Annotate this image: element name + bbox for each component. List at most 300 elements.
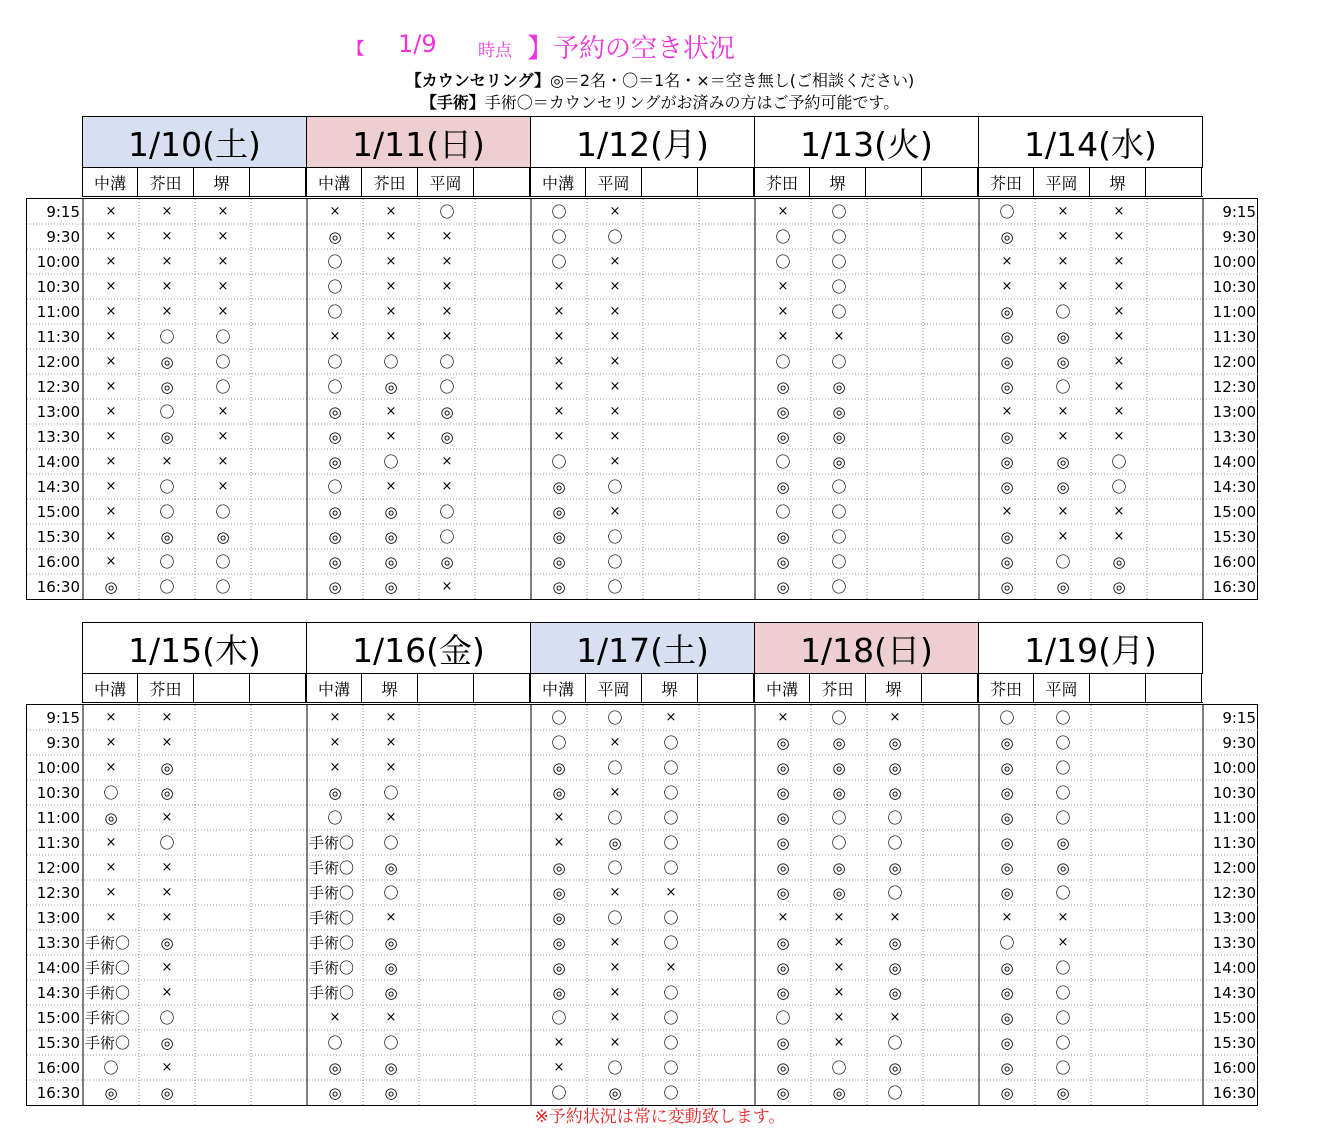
staff-name: 平岡 bbox=[418, 168, 474, 196]
availability-cell: ◎ bbox=[328, 1058, 342, 1077]
availability-cell: ◎ bbox=[1112, 552, 1126, 571]
availability-cell: 〇 bbox=[159, 1009, 175, 1027]
availability-cell: 〇 bbox=[215, 578, 231, 596]
availability-cell: × bbox=[777, 910, 789, 925]
availability-cell: ◎ bbox=[832, 452, 846, 471]
availability-cell: 〇 bbox=[663, 909, 679, 927]
availability-cell: ◎ bbox=[160, 377, 174, 396]
availability-cell: × bbox=[105, 504, 117, 519]
availability-cell: × bbox=[609, 379, 621, 394]
availability-cell: × bbox=[161, 1060, 173, 1075]
availability-cell: ◎ bbox=[1000, 883, 1014, 902]
availability-cell: × bbox=[1057, 504, 1069, 519]
availability-cell: × bbox=[777, 204, 789, 219]
title-open-bracket: 【 bbox=[348, 39, 365, 58]
staff-name bbox=[418, 674, 474, 702]
availability-cell: × bbox=[105, 860, 117, 875]
staff-name: 堺 bbox=[810, 168, 866, 196]
time-label-right: 13:30 bbox=[1212, 427, 1256, 446]
availability-cell: × bbox=[609, 354, 621, 369]
availability-cell: 〇 bbox=[607, 478, 623, 496]
time-label: 13:00 bbox=[36, 402, 80, 421]
staff-name bbox=[642, 168, 698, 196]
availability-cell: × bbox=[105, 885, 117, 900]
availability-cell: × bbox=[329, 735, 341, 750]
time-label: 10:00 bbox=[36, 252, 80, 271]
availability-cell: × bbox=[217, 279, 229, 294]
availability-cell: ◎ bbox=[832, 883, 846, 902]
staff-name: 中溝 bbox=[306, 168, 362, 196]
availability-cell: × bbox=[1057, 404, 1069, 419]
availability-cell: 〇 bbox=[215, 328, 231, 346]
availability-cell: ◎ bbox=[1000, 302, 1014, 321]
availability-cell: ◎ bbox=[776, 883, 790, 902]
time-label: 15:30 bbox=[36, 1033, 80, 1052]
availability-cell: ◎ bbox=[384, 552, 398, 571]
availability-cell: ◎ bbox=[384, 1058, 398, 1077]
staff-name bbox=[922, 168, 978, 196]
availability-cell: 〇 bbox=[1055, 984, 1071, 1002]
day-header: 1/10(土) bbox=[82, 116, 307, 168]
availability-cell: ◎ bbox=[1000, 227, 1014, 246]
availability-cell: × bbox=[161, 454, 173, 469]
availability-cell: ◎ bbox=[552, 477, 566, 496]
availability-cell: × bbox=[1057, 910, 1069, 925]
schedule-week-1 bbox=[26, 116, 1260, 600]
time-label: 9:30 bbox=[46, 733, 80, 752]
availability-cell: ◎ bbox=[832, 858, 846, 877]
availability-cell: ◎ bbox=[1000, 377, 1014, 396]
day-header: 1/15(木) bbox=[82, 622, 307, 674]
availability-cell: ◎ bbox=[328, 427, 342, 446]
time-label-right: 16:00 bbox=[1212, 552, 1256, 571]
availability-cell: ◎ bbox=[776, 1083, 790, 1102]
availability-cell: ◎ bbox=[1000, 783, 1014, 802]
availability-cell: × bbox=[105, 710, 117, 725]
availability-cell: × bbox=[441, 229, 453, 244]
time-label-right: 13:00 bbox=[1212, 908, 1256, 927]
day-header: 1/19(月) bbox=[978, 622, 1203, 674]
time-grid bbox=[26, 704, 1258, 1106]
availability-cell: 〇 bbox=[103, 1059, 119, 1077]
staff-name: 芥田 bbox=[810, 674, 866, 702]
availability-cell: 〇 bbox=[1055, 1059, 1071, 1077]
availability-cell: 手術〇 bbox=[309, 984, 355, 1002]
availability-cell: ◎ bbox=[1000, 808, 1014, 827]
availability-cell: × bbox=[329, 329, 341, 344]
availability-cell: 〇 bbox=[775, 1009, 791, 1027]
availability-cell: ◎ bbox=[1000, 1033, 1014, 1052]
availability-cell: × bbox=[777, 279, 789, 294]
availability-cell: 〇 bbox=[887, 1084, 903, 1102]
availability-cell: × bbox=[105, 760, 117, 775]
legend-counseling-head: 【カウンセリング】 bbox=[405, 71, 550, 90]
availability-cell: × bbox=[161, 304, 173, 319]
availability-cell: 〇 bbox=[663, 1059, 679, 1077]
availability-cell: × bbox=[609, 454, 621, 469]
availability-cell: ◎ bbox=[776, 808, 790, 827]
staff-name: 堺 bbox=[866, 674, 922, 702]
availability-cell: × bbox=[609, 1010, 621, 1025]
page-title bbox=[0, 28, 1320, 64]
time-label-right: 14:00 bbox=[1212, 452, 1256, 471]
availability-cell: ◎ bbox=[1000, 477, 1014, 496]
availability-cell: 〇 bbox=[1055, 709, 1071, 727]
availability-cell: ◎ bbox=[552, 552, 566, 571]
availability-cell: ◎ bbox=[328, 502, 342, 521]
availability-cell: × bbox=[441, 254, 453, 269]
availability-cell: ◎ bbox=[776, 552, 790, 571]
availability-cell: ◎ bbox=[328, 783, 342, 802]
availability-cell: ◎ bbox=[1000, 983, 1014, 1002]
legend-surgery-head: 【手術】 bbox=[420, 93, 485, 112]
availability-cell: ◎ bbox=[328, 1083, 342, 1102]
availability-cell: × bbox=[833, 1035, 845, 1050]
availability-cell: 〇 bbox=[663, 934, 679, 952]
schedule-week-2 bbox=[26, 622, 1260, 1106]
availability-cell: ◎ bbox=[104, 577, 118, 596]
availability-cell: ◎ bbox=[1000, 427, 1014, 446]
availability-cell: ◎ bbox=[1000, 452, 1014, 471]
availability-cell: × bbox=[1113, 304, 1125, 319]
availability-cell: ◎ bbox=[776, 377, 790, 396]
availability-cell: 手術〇 bbox=[85, 1009, 131, 1027]
availability-cell: 〇 bbox=[1055, 734, 1071, 752]
time-label-right: 9:15 bbox=[1222, 202, 1256, 221]
availability-cell: 〇 bbox=[775, 253, 791, 271]
staff-name: 平岡 bbox=[1034, 674, 1090, 702]
availability-cell: ◎ bbox=[552, 958, 566, 977]
availability-cell: 〇 bbox=[159, 503, 175, 521]
availability-cell: × bbox=[105, 479, 117, 494]
availability-cell: × bbox=[385, 204, 397, 219]
availability-cell: × bbox=[161, 910, 173, 925]
availability-cell: × bbox=[1113, 429, 1125, 444]
availability-cell: × bbox=[385, 910, 397, 925]
availability-cell: ◎ bbox=[888, 783, 902, 802]
availability-cell: ◎ bbox=[1056, 327, 1070, 346]
availability-cell: ◎ bbox=[384, 983, 398, 1002]
staff-name: 芥田 bbox=[362, 168, 418, 196]
availability-cell: × bbox=[1113, 404, 1125, 419]
availability-cell: × bbox=[1057, 529, 1069, 544]
availability-cell: 〇 bbox=[831, 228, 847, 246]
staff-name: 芥田 bbox=[978, 674, 1034, 702]
availability-cell: × bbox=[609, 254, 621, 269]
availability-cell: × bbox=[217, 404, 229, 419]
availability-cell: × bbox=[385, 429, 397, 444]
availability-cell: × bbox=[665, 960, 677, 975]
availability-cell: × bbox=[1001, 910, 1013, 925]
availability-cell: ◎ bbox=[160, 1033, 174, 1052]
availability-cell: × bbox=[777, 710, 789, 725]
time-label: 16:00 bbox=[36, 1058, 80, 1077]
availability-cell: ◎ bbox=[1056, 1083, 1070, 1102]
time-label: 12:30 bbox=[36, 377, 80, 396]
availability-cell: ◎ bbox=[1000, 758, 1014, 777]
time-label-right: 10:30 bbox=[1212, 783, 1256, 802]
staff-name bbox=[194, 674, 250, 702]
availability-cell: ◎ bbox=[1000, 577, 1014, 596]
availability-cell: × bbox=[1113, 329, 1125, 344]
time-label-right: 14:00 bbox=[1212, 958, 1256, 977]
availability-cell: 手術〇 bbox=[309, 934, 355, 952]
staff-name: 芥田 bbox=[138, 674, 194, 702]
staff-row bbox=[82, 168, 1203, 197]
availability-cell: ◎ bbox=[776, 858, 790, 877]
time-label: 13:00 bbox=[36, 908, 80, 927]
availability-cell: ◎ bbox=[832, 733, 846, 752]
availability-cell: × bbox=[609, 329, 621, 344]
availability-cell: 〇 bbox=[887, 1034, 903, 1052]
availability-cell: × bbox=[105, 279, 117, 294]
availability-cell: ◎ bbox=[104, 808, 118, 827]
availability-cell: × bbox=[161, 710, 173, 725]
availability-cell: × bbox=[553, 429, 565, 444]
staff-name: 芥田 bbox=[138, 168, 194, 196]
staff-name: 平岡 bbox=[1034, 168, 1090, 196]
staff-name bbox=[698, 168, 754, 196]
availability-cell: ◎ bbox=[776, 783, 790, 802]
availability-cell: × bbox=[889, 910, 901, 925]
availability-cell: × bbox=[609, 504, 621, 519]
availability-cell: 〇 bbox=[831, 834, 847, 852]
time-label: 15:00 bbox=[36, 502, 80, 521]
availability-cell: × bbox=[385, 710, 397, 725]
availability-cell: ◎ bbox=[776, 758, 790, 777]
availability-cell: × bbox=[441, 304, 453, 319]
staff-name: 平岡 bbox=[586, 168, 642, 196]
availability-cell: × bbox=[329, 1010, 341, 1025]
availability-cell: 手術〇 bbox=[85, 934, 131, 952]
staff-name bbox=[866, 168, 922, 196]
availability-cell: 〇 bbox=[607, 709, 623, 727]
day-header: 1/11(日) bbox=[306, 116, 531, 168]
availability-cell: × bbox=[105, 554, 117, 569]
availability-cell: × bbox=[441, 454, 453, 469]
availability-cell: ◎ bbox=[440, 402, 454, 421]
availability-cell: × bbox=[1113, 229, 1125, 244]
availability-cell: × bbox=[609, 985, 621, 1000]
availability-cell: × bbox=[1057, 935, 1069, 950]
availability-cell: 〇 bbox=[1111, 478, 1127, 496]
availability-cell: ◎ bbox=[384, 858, 398, 877]
availability-cell: ◎ bbox=[440, 427, 454, 446]
availability-cell: × bbox=[385, 279, 397, 294]
staff-name: 中溝 bbox=[530, 168, 586, 196]
availability-cell: × bbox=[1057, 229, 1069, 244]
availability-cell: × bbox=[833, 910, 845, 925]
availability-cell: 〇 bbox=[831, 478, 847, 496]
staff-name: 堺 bbox=[642, 674, 698, 702]
availability-cell: ◎ bbox=[888, 933, 902, 952]
availability-cell: 〇 bbox=[1055, 809, 1071, 827]
time-label: 11:00 bbox=[36, 302, 80, 321]
availability-cell: ◎ bbox=[888, 858, 902, 877]
availability-cell: 〇 bbox=[383, 784, 399, 802]
availability-cell: × bbox=[777, 329, 789, 344]
staff-name: 中溝 bbox=[306, 674, 362, 702]
availability-cell: 〇 bbox=[551, 228, 567, 246]
availability-cell: 〇 bbox=[103, 784, 119, 802]
availability-cell: × bbox=[161, 279, 173, 294]
time-label-right: 9:30 bbox=[1222, 227, 1256, 246]
availability-cell: × bbox=[1113, 279, 1125, 294]
availability-cell: ◎ bbox=[1000, 1058, 1014, 1077]
availability-cell: × bbox=[609, 960, 621, 975]
availability-cell: ◎ bbox=[888, 958, 902, 977]
availability-cell: × bbox=[161, 810, 173, 825]
availability-cell: × bbox=[105, 254, 117, 269]
availability-cell: 〇 bbox=[607, 759, 623, 777]
availability-cell: ◎ bbox=[552, 502, 566, 521]
staff-name bbox=[1146, 168, 1202, 196]
availability-cell: ◎ bbox=[216, 527, 230, 546]
availability-cell: × bbox=[161, 860, 173, 875]
time-label: 14:30 bbox=[36, 477, 80, 496]
staff-name: 中溝 bbox=[82, 168, 138, 196]
availability-cell: 〇 bbox=[607, 228, 623, 246]
availability-cell: 〇 bbox=[831, 253, 847, 271]
availability-cell: ◎ bbox=[1056, 452, 1070, 471]
staff-name: 中溝 bbox=[530, 674, 586, 702]
availability-cell: ◎ bbox=[776, 577, 790, 596]
legend-surgery-text: 手術〇＝カウンセリングがお済みの方はご予約可能です。 bbox=[484, 93, 900, 112]
availability-cell: × bbox=[161, 229, 173, 244]
availability-cell: × bbox=[609, 404, 621, 419]
availability-cell: ◎ bbox=[160, 933, 174, 952]
availability-cell: 〇 bbox=[383, 453, 399, 471]
availability-cell: ◎ bbox=[160, 1083, 174, 1102]
availability-cell: 〇 bbox=[551, 734, 567, 752]
availability-cell: 〇 bbox=[215, 503, 231, 521]
availability-cell: 〇 bbox=[159, 553, 175, 571]
availability-cell: 〇 bbox=[159, 478, 175, 496]
availability-cell: × bbox=[161, 885, 173, 900]
availability-cell: ◎ bbox=[552, 933, 566, 952]
availability-cell: 手術〇 bbox=[309, 884, 355, 902]
staff-name bbox=[250, 674, 306, 702]
availability-cell: × bbox=[217, 229, 229, 244]
availability-cell: 〇 bbox=[999, 934, 1015, 952]
time-label-right: 15:30 bbox=[1212, 1033, 1256, 1052]
availability-cell: ◎ bbox=[328, 552, 342, 571]
availability-cell: × bbox=[553, 329, 565, 344]
availability-cell: 〇 bbox=[887, 884, 903, 902]
availability-cell: × bbox=[385, 735, 397, 750]
availability-cell: ◎ bbox=[1056, 477, 1070, 496]
availability-cell: 〇 bbox=[327, 353, 343, 371]
availability-cell: ◎ bbox=[552, 858, 566, 877]
availability-cell: × bbox=[161, 985, 173, 1000]
availability-cell: 〇 bbox=[831, 1059, 847, 1077]
time-label-right: 12:00 bbox=[1212, 352, 1256, 371]
availability-cell: × bbox=[105, 304, 117, 319]
time-label: 9:15 bbox=[46, 708, 80, 727]
availability-cell: ◎ bbox=[832, 427, 846, 446]
availability-cell: 〇 bbox=[327, 378, 343, 396]
availability-cell: × bbox=[609, 885, 621, 900]
availability-cell: × bbox=[385, 760, 397, 775]
availability-cell: ◎ bbox=[160, 527, 174, 546]
legend-counseling-text: ◎＝2名・〇＝1名・×＝空き無し(ご相談ください) bbox=[549, 71, 915, 90]
availability-cell: × bbox=[609, 735, 621, 750]
time-grid bbox=[26, 198, 1258, 600]
time-label-right: 11:30 bbox=[1212, 833, 1256, 852]
availability-cell: 手術〇 bbox=[309, 909, 355, 927]
availability-cell: ◎ bbox=[776, 933, 790, 952]
time-label: 9:30 bbox=[46, 227, 80, 246]
staff-name bbox=[922, 674, 978, 702]
availability-cell: 〇 bbox=[887, 809, 903, 827]
availability-cell: × bbox=[217, 254, 229, 269]
availability-cell: × bbox=[777, 304, 789, 319]
availability-cell: 〇 bbox=[1055, 959, 1071, 977]
availability-cell: 〇 bbox=[215, 353, 231, 371]
availability-cell: 〇 bbox=[607, 578, 623, 596]
availability-cell: × bbox=[217, 304, 229, 319]
availability-cell: × bbox=[385, 254, 397, 269]
availability-cell: × bbox=[217, 204, 229, 219]
availability-cell: 〇 bbox=[887, 834, 903, 852]
availability-cell: ◎ bbox=[1000, 352, 1014, 371]
availability-cell: 〇 bbox=[663, 1084, 679, 1102]
staff-row bbox=[82, 674, 1203, 703]
availability-cell: 手術〇 bbox=[309, 959, 355, 977]
availability-cell: × bbox=[1113, 254, 1125, 269]
availability-cell: × bbox=[553, 404, 565, 419]
availability-cell: 〇 bbox=[551, 1084, 567, 1102]
time-label-right: 16:00 bbox=[1212, 1058, 1256, 1077]
time-label-right: 10:30 bbox=[1212, 277, 1256, 296]
availability-cell: × bbox=[1113, 504, 1125, 519]
availability-cell: ◎ bbox=[384, 527, 398, 546]
availability-cell: ◎ bbox=[776, 983, 790, 1002]
staff-name bbox=[250, 168, 306, 196]
time-label: 16:30 bbox=[36, 1083, 80, 1102]
availability-cell: × bbox=[105, 910, 117, 925]
availability-cell: × bbox=[1001, 279, 1013, 294]
availability-cell: 〇 bbox=[999, 709, 1015, 727]
availability-cell: × bbox=[1057, 429, 1069, 444]
availability-cell: ◎ bbox=[1056, 352, 1070, 371]
time-label-right: 11:00 bbox=[1212, 302, 1256, 321]
availability-cell: 〇 bbox=[831, 353, 847, 371]
availability-cell: 〇 bbox=[663, 1034, 679, 1052]
day-header: 1/17(土) bbox=[530, 622, 755, 674]
availability-cell: ◎ bbox=[776, 477, 790, 496]
time-label: 14:00 bbox=[36, 958, 80, 977]
staff-name bbox=[1090, 674, 1146, 702]
time-label-right: 13:00 bbox=[1212, 402, 1256, 421]
availability-cell: × bbox=[385, 404, 397, 419]
availability-cell: × bbox=[609, 1035, 621, 1050]
availability-cell: ◎ bbox=[1056, 577, 1070, 596]
availability-cell: ◎ bbox=[552, 527, 566, 546]
availability-cell: × bbox=[105, 379, 117, 394]
availability-cell: ◎ bbox=[1000, 552, 1014, 571]
availability-cell: 〇 bbox=[831, 503, 847, 521]
availability-cell: ◎ bbox=[832, 758, 846, 777]
availability-cell: × bbox=[1057, 204, 1069, 219]
availability-cell: ◎ bbox=[328, 527, 342, 546]
availability-cell: × bbox=[161, 254, 173, 269]
availability-cell: ◎ bbox=[1000, 327, 1014, 346]
availability-cell: 〇 bbox=[551, 253, 567, 271]
availability-cell: ◎ bbox=[776, 427, 790, 446]
availability-cell: ◎ bbox=[776, 402, 790, 421]
availability-cell: × bbox=[1001, 404, 1013, 419]
